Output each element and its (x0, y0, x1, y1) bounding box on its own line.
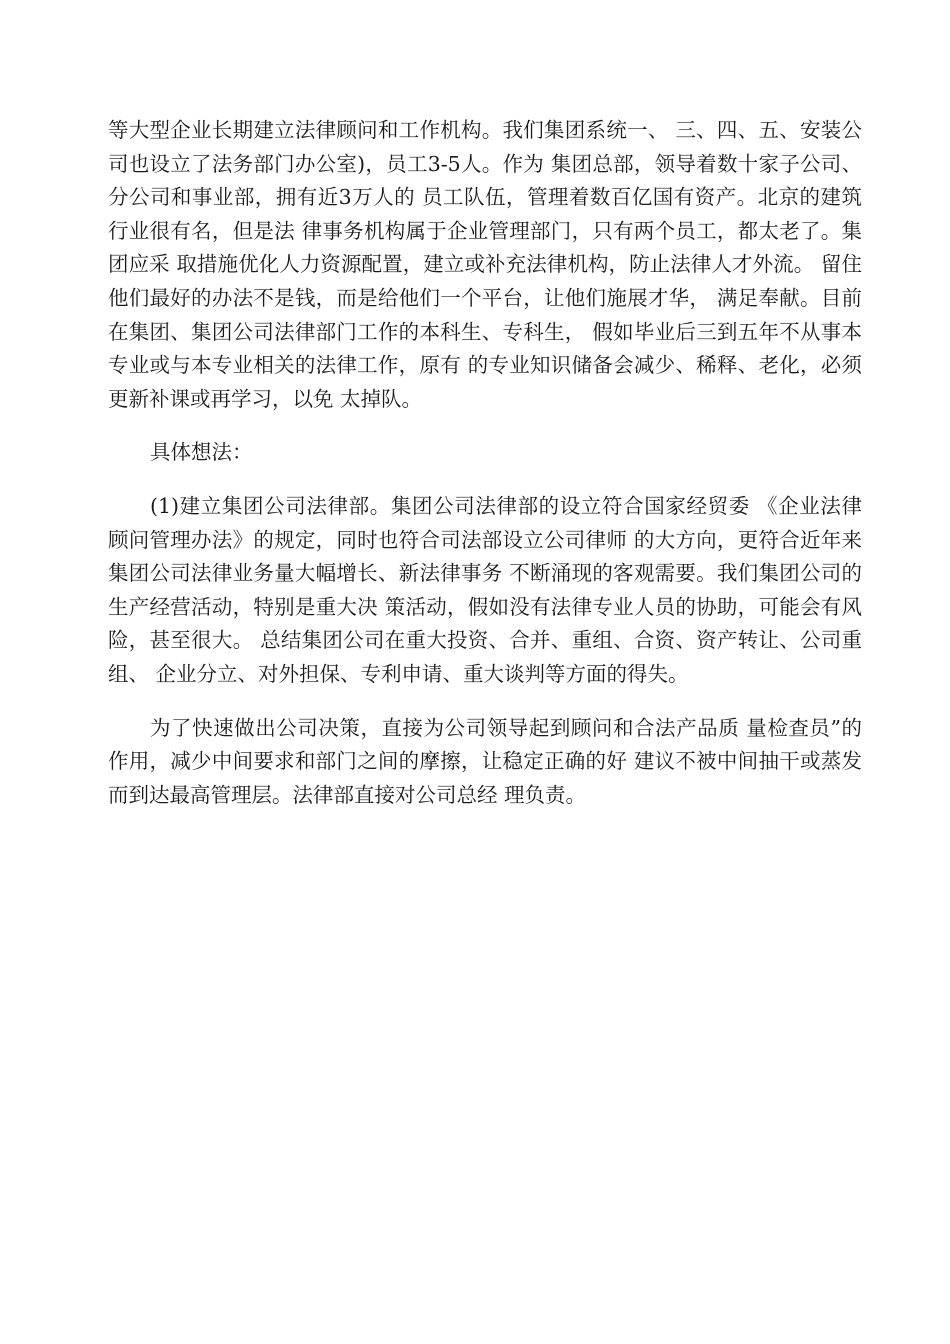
document-body (108, 114, 862, 832)
paragraph-legal-department-proposal: (1)建立集团公司法律部。集团公司法律部的设立符合国家经贸委 《企业法律顾问管理办法》的规定，同时也符合司法部设立公司律师 的大方向，更符合近年来集团公司法律业务量大幅增长、新法律事务 不断涌现的客观需要。我们集团公司的生产经营活动，特别是重大决 策活动，假如没有法律专业人员的协助，可能会有风险，甚至很大。 总结集团公司在重大投资、合并、重组、合资、资产转让、公司重组、 企业分立、对外担保、专利申请、重大谈判等方面的得失。 (108, 493, 862, 686)
paragraph-intro-continuation: 等大型企业长期建立法律顾问和工作机构。我们集团系统一、 三、四、五、安装公司也设立了法务部门办公室)，员工3-5人。作为 集团总部，领导着数十家子公司、分公司和事业部，拥有近3万人的 员工队伍，管理着数百亿国有资产。北京的建筑行业很有名，但是法 律事务机构属于企业管理部门，只有两个员工，都太老了。集团应采 取措施优化人力资源配置，建立或补充法律机构，防止法律人才外流。 留住他们最好的办法不是钱，而是给他们一个平台，让他们施展才华， 满足奉献。目前在集团、集团公司法律部门工作的本科生、专科生， 假如毕业后三到五年不从事本专业或与本专业相关的法律工作，原有 的专业知识储备会减少、稀释、老化，必须更新补课或再学习，以免 太掉队。 (108, 118, 862, 411)
paragraph-decision-support: 为了快速做出公司决策，直接为公司领导起到顾问和合法产品质 量检查员”的作用，减少中间要求和部门之间的摩擦，让稳定正确的好 建议不被中间抽干或蒸发而到达最高管理层。法律部直接对公司总经 理负责。 (108, 715, 862, 807)
paragraph-specific-ideas-heading: 具体想法： (150, 440, 253, 465)
